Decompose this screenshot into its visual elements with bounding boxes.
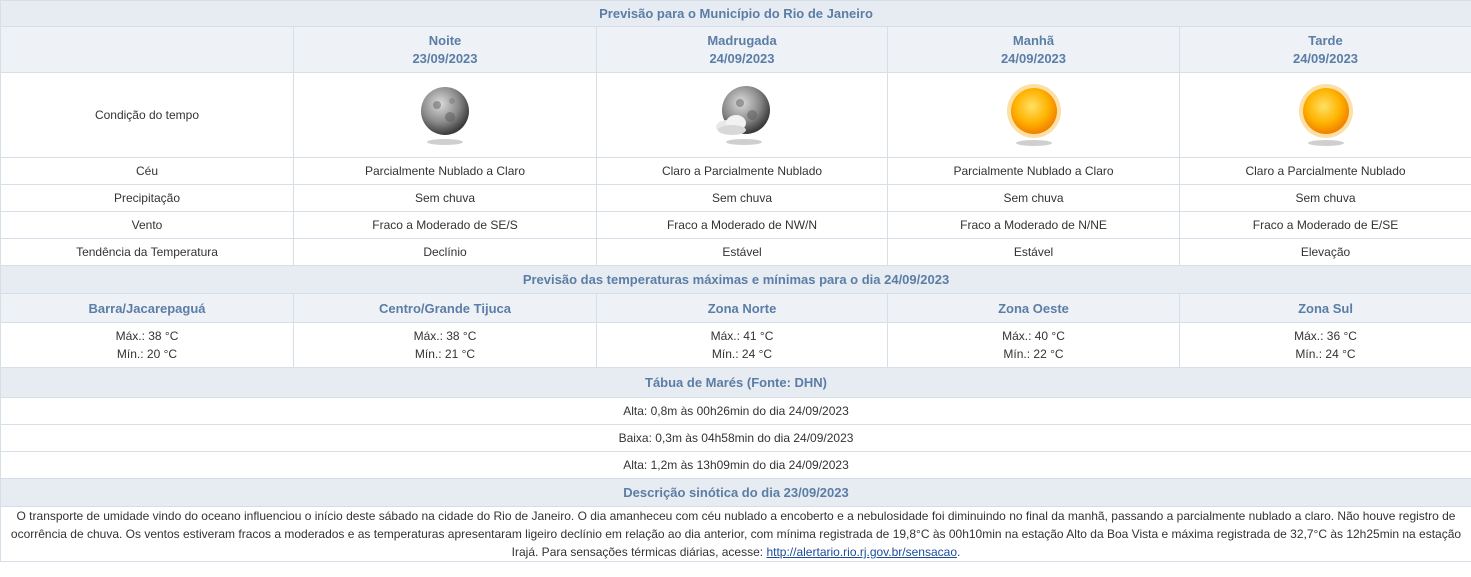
- row-label-sky: Céu: [1, 158, 294, 185]
- wind-cell: Fraco a Moderado de E/SE: [1180, 212, 1471, 239]
- trend-cell: Elevação: [1180, 239, 1471, 266]
- tide-row: Alta: 1,2m às 13h09min do dia 24/09/2023: [1, 452, 1471, 479]
- zone-header: Zona Oeste: [888, 294, 1180, 323]
- sky-cell: Parcialmente Nublado a Claro: [294, 158, 597, 185]
- zone-temps: Máx.: 36 °C Mín.: 24 °C: [1180, 323, 1471, 368]
- tide-row: Baixa: 0,3m às 04h58min do dia 24/09/2023: [1, 425, 1471, 452]
- zone-temps: Máx.: 38 °C Mín.: 20 °C: [1, 323, 294, 368]
- row-label-wind: Vento: [1, 212, 294, 239]
- wind-cell: Fraco a Moderado de SE/S: [294, 212, 597, 239]
- temperature-title: Previsão das temperaturas máximas e mínimas para o dia 24/09/2023: [1, 266, 1471, 294]
- tides-title: Tábua de Marés (Fonte: DHN): [1, 368, 1471, 398]
- precipitation-cell: Sem chuva: [1180, 185, 1471, 212]
- moon-cloud-icon: [710, 83, 774, 147]
- trend-cell: Estável: [888, 239, 1180, 266]
- row-label-condition: Condição do tempo: [1, 73, 294, 158]
- zone-header: Centro/Grande Tijuca: [294, 294, 597, 323]
- precipitation-cell: Sem chuva: [294, 185, 597, 212]
- sky-cell: Claro a Parcialmente Nublado: [1180, 158, 1471, 185]
- zone-header: Barra/Jacarepaguá: [1, 294, 294, 323]
- sun-icon: [1296, 83, 1356, 147]
- sky-cell: Claro a Parcialmente Nublado: [597, 158, 888, 185]
- synoptic-text: O transporte de umidade vindo do oceano influenciou o início deste sábado na cidade do Rio de Janeiro. O dia amanheceu com céu nublado a encoberto e a nebulosidade foi diminuindo no final da manhã, passando a parcialmente nublado a claro. Não houve registro de ocorrência de chuva. Os ventos estiveram fracos a moderados e as temperaturas apresentaram ligeiro declínio em relação ao dia anterior, com mínima registrada de 19,8°C às 00h10min na estação Alto da Boa Vista e máxima registrada de 32,7°C às 12h25min na estação Irajá. Para sensações térmicas diárias, acesse:: [10, 509, 1462, 559]
- period-header: Noite 23/09/2023: [294, 27, 597, 73]
- period-header: Manhã 24/09/2023: [888, 27, 1180, 73]
- tide-row: Alta: 0,8m às 00h26min do dia 24/09/2023: [1, 398, 1471, 425]
- row-label-temperature-trend: Tendência da Temperatura: [1, 239, 294, 266]
- zone-temps: Máx.: 41 °C Mín.: 24 °C: [597, 323, 888, 368]
- sky-cell: Parcialmente Nublado a Claro: [888, 158, 1180, 185]
- period-header: Madrugada 24/09/2023: [597, 27, 888, 73]
- sensacao-link[interactable]: http://alertario.rio.rj.gov.br/sensacao: [766, 545, 957, 559]
- precipitation-cell: Sem chuva: [888, 185, 1180, 212]
- trend-cell: Declínio: [294, 239, 597, 266]
- sun-icon: [1004, 83, 1064, 147]
- zone-header: Zona Norte: [597, 294, 888, 323]
- moon-icon: [417, 83, 473, 147]
- zone-temps: Máx.: 38 °C Mín.: 21 °C: [294, 323, 597, 368]
- precipitation-cell: Sem chuva: [597, 185, 888, 212]
- synoptic-title: Descrição sinótica do dia 23/09/2023: [1, 479, 1471, 507]
- trend-cell: Estável: [597, 239, 888, 266]
- corner-cell: [1, 27, 294, 73]
- forecast-title: Previsão para o Município do Rio de Janeiro: [1, 1, 1471, 27]
- wind-cell: Fraco a Moderado de N/NE: [888, 212, 1180, 239]
- wind-cell: Fraco a Moderado de NW/N: [597, 212, 888, 239]
- period-header: Tarde 24/09/2023: [1180, 27, 1471, 73]
- row-label-precipitation: Precipitação: [1, 185, 294, 212]
- synoptic-description: O transporte de umidade vindo do oceano influenciou o início deste sábado na cidade do Rio de Janeiro. O dia amanheceu com céu nublado a encoberto e a nebulosidade foi diminuindo no final da manhã, passando a parcialmente nublado a claro. Não houve registro de ocorrência de chuva. Os ventos estiveram fracos a moderados e as temperaturas apresentaram ligeiro declínio em relação ao dia anterior, com mínima registrada de 19,8°C às 00h10min na estação Alto da Boa Vista e máxima registrada de 32,7°C às 12h25min na estação Irajá. Para sensações térmicas diárias, acesse: http://alertario.rio.rj.gov.br/sensacao.: [1, 507, 1471, 562]
- zone-temps: Máx.: 40 °C Mín.: 22 °C: [888, 323, 1180, 368]
- zone-header: Zona Sul: [1180, 294, 1471, 323]
